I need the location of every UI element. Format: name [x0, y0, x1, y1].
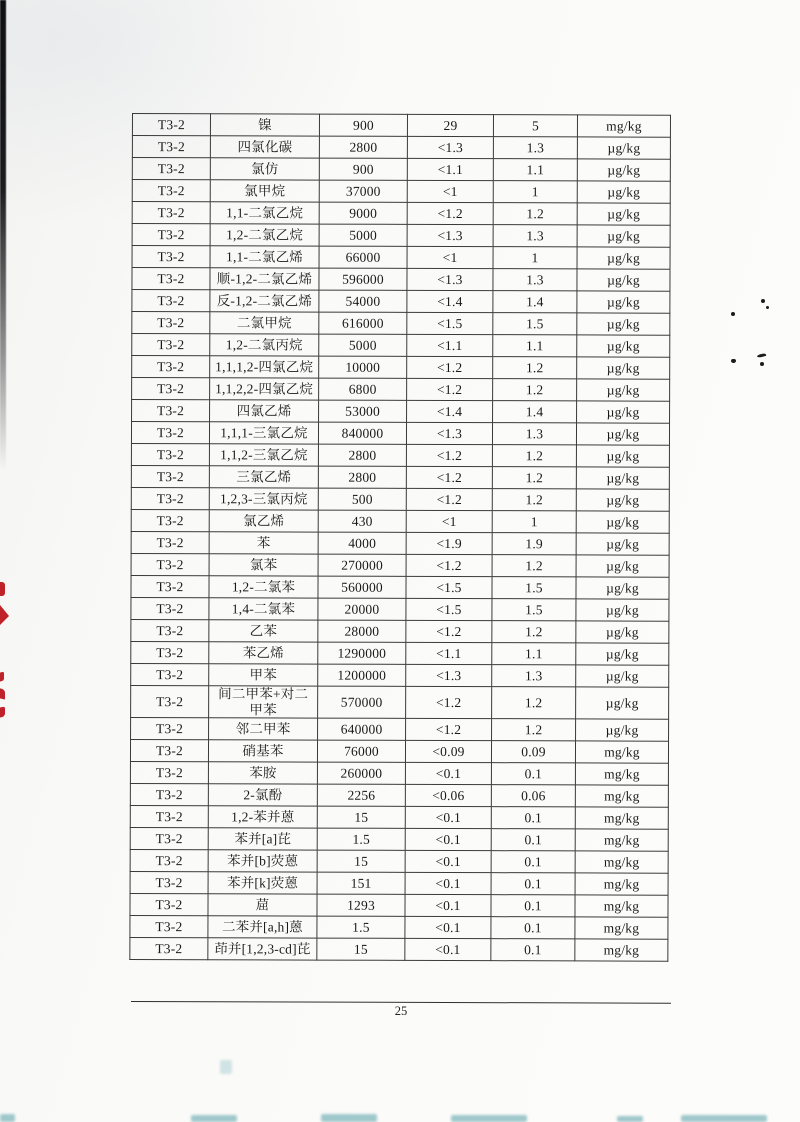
- analyte-name-cell: 硝基苯: [208, 740, 317, 762]
- result-cell: <0.1: [405, 762, 491, 784]
- analyte-name-cell: 苯胺: [208, 762, 317, 784]
- detection-limit-cell: 0.1: [491, 851, 575, 873]
- scan-edge-artifact: [0, 0, 6, 470]
- value-cell: 28000: [318, 620, 406, 642]
- value-cell: 5000: [319, 334, 407, 356]
- analyte-name-cell: 间二甲苯+对二甲苯: [209, 686, 318, 718]
- unit-cell: µg/kg: [577, 401, 670, 423]
- unit-cell: mg/kg: [575, 917, 668, 939]
- result-cell: <0.06: [405, 784, 491, 806]
- table-row: [131, 553, 669, 577]
- table-row: [130, 850, 668, 874]
- ink-speck: [757, 353, 766, 358]
- sample-id-cell: T3-2: [132, 202, 210, 224]
- sample-id-cell: T3-2: [131, 685, 209, 717]
- sample-id-cell: T3-2: [131, 619, 209, 641]
- unit-cell: µg/kg: [576, 599, 669, 621]
- unit-cell: µg/kg: [576, 555, 669, 577]
- value-cell: 1293: [317, 894, 405, 916]
- table-row: [130, 872, 668, 896]
- table-row: [132, 356, 670, 380]
- sample-id-cell: T3-2: [130, 806, 208, 828]
- value-cell: 1.5: [317, 916, 405, 938]
- table-row: [131, 619, 669, 643]
- value-cell: 66000: [319, 246, 407, 268]
- sample-id-cell: T3-2: [132, 268, 210, 290]
- red-stamp-fragment: [0, 688, 5, 699]
- result-cell: <0.1: [405, 916, 491, 938]
- analyte-name-cell: 乙苯: [209, 620, 318, 642]
- detection-limit-cell: 1: [492, 511, 576, 533]
- sample-id-cell: T3-2: [131, 553, 209, 575]
- value-cell: 430: [318, 510, 406, 532]
- value-cell: 840000: [318, 422, 406, 444]
- table-row: [130, 938, 668, 962]
- table-row: [131, 641, 669, 665]
- unit-cell: µg/kg: [576, 687, 669, 719]
- sample-id-cell: T3-2: [130, 872, 208, 894]
- table-row: [132, 114, 670, 138]
- sample-id-cell: T3-2: [132, 312, 210, 334]
- table-row: [132, 136, 670, 160]
- analyte-name-cell: 四氯乙烯: [210, 400, 319, 422]
- result-cell: <0.1: [405, 828, 491, 850]
- detection-limit-cell: 0.1: [491, 873, 575, 895]
- red-stamp-fragment: [0, 605, 9, 625]
- sample-id-cell: T3-2: [131, 443, 209, 465]
- detection-limit-cell: 1.9: [492, 533, 576, 555]
- bleed-through-smudge: [451, 1115, 527, 1122]
- table-row: [132, 202, 670, 226]
- result-cell: <1.2: [406, 718, 492, 740]
- result-cell: <1.2: [407, 356, 493, 378]
- detection-limit-cell: 1.2: [492, 719, 576, 741]
- detection-limit-cell: 1.1: [492, 643, 576, 665]
- sample-id-cell: T3-2: [132, 246, 210, 268]
- result-cell: <1.5: [407, 312, 493, 334]
- value-cell: 4000: [318, 532, 406, 554]
- detection-limit-cell: 0.1: [491, 829, 575, 851]
- sample-id-cell: T3-2: [130, 916, 208, 938]
- unit-cell: µg/kg: [577, 137, 670, 159]
- result-cell: <1.9: [406, 532, 492, 554]
- bleed-through-smudge: [191, 1115, 237, 1122]
- unit-cell: µg/kg: [576, 489, 669, 511]
- analyte-name-cell: 1,1-二氯乙烷: [210, 202, 319, 224]
- analyte-name-cell: 1,1,1-三氯乙烷: [209, 422, 318, 444]
- sample-id-cell: T3-2: [131, 718, 209, 740]
- unit-cell: µg/kg: [577, 247, 670, 269]
- table-row: [132, 268, 670, 292]
- unit-cell: mg/kg: [575, 763, 668, 785]
- analyte-name-cell: 氯乙烯: [209, 510, 318, 532]
- unit-cell: µg/kg: [577, 181, 670, 203]
- sample-id-cell: T3-2: [130, 828, 208, 850]
- table-row: [132, 158, 670, 182]
- detection-limit-cell: 0.1: [491, 917, 575, 939]
- unit-cell: µg/kg: [576, 423, 669, 445]
- analyte-name-cell: 苯并[b]荧蒽: [208, 850, 317, 872]
- value-cell: 151: [317, 872, 405, 894]
- unit-cell: mg/kg: [575, 895, 668, 917]
- value-cell: 76000: [317, 740, 405, 762]
- table-row: [130, 762, 668, 786]
- detection-limit-cell: 1.5: [492, 599, 576, 621]
- sample-id-cell: T3-2: [131, 487, 209, 509]
- detection-limit-cell: 0.1: [491, 807, 575, 829]
- analysis-results-table: [129, 113, 671, 962]
- detection-limit-cell: 1.2: [492, 489, 576, 511]
- unit-cell: mg/kg: [577, 115, 670, 137]
- value-cell: 270000: [318, 554, 406, 576]
- analyte-name-cell: 氯仿: [210, 158, 319, 180]
- analyte-name-cell: 氯甲烷: [210, 180, 319, 202]
- result-cell: <1.5: [406, 576, 492, 598]
- result-cell: <1.4: [407, 290, 493, 312]
- result-cell: <0.1: [405, 894, 491, 916]
- result-cell: <0.1: [405, 850, 491, 872]
- value-cell: 2800: [318, 466, 406, 488]
- result-cell: <1.2: [406, 466, 492, 488]
- value-cell: 10000: [319, 356, 407, 378]
- table-row: [131, 685, 669, 719]
- detection-limit-cell: 1: [493, 181, 577, 203]
- result-cell: <0.1: [405, 938, 491, 960]
- table-row: [131, 718, 669, 742]
- detection-limit-cell: 0.09: [491, 741, 575, 763]
- detection-limit-cell: 1.1: [493, 335, 577, 357]
- value-cell: 1290000: [318, 642, 406, 664]
- unit-cell: µg/kg: [576, 719, 669, 741]
- analyte-name-cell: 镍: [210, 114, 319, 136]
- detection-limit-cell: 1.2: [493, 203, 577, 225]
- result-cell: <0.1: [405, 872, 491, 894]
- table-row: [132, 246, 670, 270]
- table-row: [131, 465, 669, 489]
- bleed-through-smudge: [681, 1115, 767, 1122]
- table-row: [131, 443, 669, 467]
- value-cell: 260000: [317, 762, 405, 784]
- analyte-name-cell: 苯: [209, 532, 318, 554]
- analyte-name-cell: 二氯甲烷: [210, 312, 319, 334]
- table-row: [132, 334, 670, 358]
- table-row: [130, 784, 668, 808]
- detection-limit-cell: 1.3: [492, 665, 576, 687]
- result-cell: <1.4: [407, 400, 493, 422]
- result-cell: <1.1: [407, 334, 493, 356]
- unit-cell: µg/kg: [576, 445, 669, 467]
- table-row: [131, 509, 669, 533]
- unit-cell: µg/kg: [577, 313, 670, 335]
- table-row: [130, 894, 668, 918]
- analyte-name-cell: 四氯化碳: [210, 136, 319, 158]
- unit-cell: µg/kg: [576, 533, 669, 555]
- analyte-name-cell: 甲苯: [209, 664, 318, 686]
- detection-limit-cell: 5: [493, 115, 577, 137]
- sample-id-cell: T3-2: [132, 224, 210, 246]
- ink-speck: [761, 299, 765, 303]
- result-cell: <1: [407, 180, 493, 202]
- ink-speck: [731, 359, 736, 363]
- value-cell: 640000: [318, 718, 406, 740]
- unit-cell: µg/kg: [576, 665, 669, 687]
- unit-cell: µg/kg: [577, 225, 670, 247]
- result-cell: <1.2: [407, 378, 493, 400]
- result-cell: <1.2: [406, 488, 492, 510]
- result-cell: <0.1: [405, 806, 491, 828]
- value-cell: 2800: [318, 444, 406, 466]
- value-cell: 560000: [318, 576, 406, 598]
- result-cell: <1.2: [406, 686, 492, 718]
- detection-limit-cell: 1.2: [492, 467, 576, 489]
- sample-id-cell: T3-2: [130, 894, 208, 916]
- sample-id-cell: T3-2: [132, 400, 210, 422]
- unit-cell: µg/kg: [577, 335, 670, 357]
- table-row: [130, 916, 668, 940]
- analyte-name-cell: 1,2-二氯乙烷: [210, 224, 319, 246]
- detection-limit-cell: 0.06: [491, 785, 575, 807]
- table-row: [131, 597, 669, 621]
- red-stamp-fragment: [0, 582, 5, 596]
- analyte-name-cell: 邻二甲苯: [209, 718, 318, 740]
- sample-id-cell: T3-2: [131, 575, 209, 597]
- sample-id-cell: T3-2: [130, 850, 208, 872]
- table-row: [130, 828, 668, 852]
- unit-cell: mg/kg: [575, 785, 668, 807]
- value-cell: 20000: [318, 598, 406, 620]
- unit-cell: mg/kg: [575, 873, 668, 895]
- analyte-name-cell: 1,2-二氯丙烷: [210, 334, 319, 356]
- unit-cell: mg/kg: [575, 807, 668, 829]
- table-row: [131, 422, 669, 446]
- detection-limit-cell: 1.4: [493, 401, 577, 423]
- sample-id-cell: T3-2: [131, 641, 209, 663]
- detection-limit-cell: 1.3: [493, 137, 577, 159]
- sample-id-cell: T3-2: [132, 114, 210, 136]
- unit-cell: µg/kg: [576, 643, 669, 665]
- bleed-through-smudge: [321, 1114, 377, 1122]
- result-cell: <1.1: [406, 642, 492, 664]
- result-cell: <0.09: [405, 740, 491, 762]
- table-row: [130, 740, 668, 764]
- detection-limit-cell: 1.5: [492, 577, 576, 599]
- result-cell: <1.3: [407, 268, 493, 290]
- value-cell: 15: [317, 850, 405, 872]
- unit-cell: µg/kg: [576, 621, 669, 643]
- sample-id-cell: T3-2: [130, 740, 208, 762]
- table-row: [131, 531, 669, 555]
- sample-id-cell: T3-2: [132, 334, 210, 356]
- value-cell: 37000: [319, 180, 407, 202]
- analyte-name-cell: 2-氯酚: [208, 784, 317, 806]
- unit-cell: µg/kg: [577, 291, 670, 313]
- sample-id-cell: T3-2: [132, 158, 210, 180]
- table-row: [132, 290, 670, 314]
- ink-speck: [731, 312, 735, 316]
- analyte-name-cell: 三氯乙烯: [209, 466, 318, 488]
- sample-id-cell: T3-2: [131, 465, 209, 487]
- value-cell: 900: [319, 158, 407, 180]
- analyte-name-cell: 1,2-二氯苯: [209, 576, 318, 598]
- detection-limit-cell: 0.1: [491, 939, 575, 961]
- value-cell: 15: [317, 938, 405, 960]
- analyte-name-cell: 䓛: [208, 894, 317, 916]
- results-table-body: [130, 114, 671, 962]
- detection-limit-cell: 1.2: [492, 555, 576, 577]
- unit-cell: µg/kg: [577, 269, 670, 291]
- detection-limit-cell: 1.2: [492, 687, 576, 719]
- sample-id-cell: T3-2: [131, 422, 209, 444]
- analyte-name-cell: 顺-1,2-二氯乙烯: [210, 268, 319, 290]
- detection-limit-cell: 1.2: [492, 445, 576, 467]
- analyte-name-cell: 苯并[k]荧蒽: [208, 872, 317, 894]
- result-cell: <1.2: [407, 202, 493, 224]
- analyte-name-cell: 1,1-二氯乙烯: [210, 246, 319, 268]
- analyte-name-cell: 二苯并[a,h]蒽: [208, 916, 317, 938]
- unit-cell: µg/kg: [576, 467, 669, 489]
- table-row: [132, 312, 670, 336]
- unit-cell: µg/kg: [576, 577, 669, 599]
- detection-limit-cell: 0.1: [491, 763, 575, 785]
- table-row: [132, 400, 670, 424]
- detection-limit-cell: 1.1: [493, 159, 577, 181]
- unit-cell: mg/kg: [575, 741, 668, 763]
- analyte-name-cell: 1,1,2-三氯乙烷: [209, 444, 318, 466]
- value-cell: 616000: [319, 312, 407, 334]
- analyte-name-cell: 苯乙烯: [209, 642, 318, 664]
- detection-limit-cell: 1.3: [493, 269, 577, 291]
- value-cell: 900: [319, 114, 407, 136]
- unit-cell: mg/kg: [575, 939, 668, 961]
- value-cell: 5000: [319, 224, 407, 246]
- unit-cell: µg/kg: [577, 357, 670, 379]
- sample-id-cell: T3-2: [131, 663, 209, 685]
- value-cell: 2256: [317, 784, 405, 806]
- sample-id-cell: T3-2: [132, 356, 210, 378]
- sample-id-cell: T3-2: [131, 509, 209, 531]
- result-cell: <1.3: [407, 136, 493, 158]
- table-row: [132, 378, 670, 402]
- unit-cell: µg/kg: [577, 159, 670, 181]
- result-cell: <1: [406, 510, 492, 532]
- analyte-name-cell: 反-1,2-二氯乙烯: [210, 290, 319, 312]
- ink-speck: [760, 362, 764, 366]
- analyte-name-cell: 1,2-苯并蒽: [208, 806, 317, 828]
- unit-cell: mg/kg: [575, 851, 668, 873]
- sample-id-cell: T3-2: [131, 597, 209, 619]
- value-cell: 1200000: [318, 664, 406, 686]
- ink-speck: [766, 306, 769, 309]
- table-row: [130, 806, 668, 830]
- table-row: [131, 663, 669, 687]
- table-row: [131, 487, 669, 511]
- bleed-through-smudge: [617, 1116, 643, 1122]
- result-cell: <1.1: [407, 158, 493, 180]
- value-cell: 500: [318, 488, 406, 510]
- detection-limit-cell: 1: [493, 247, 577, 269]
- red-stamp-fragment: [0, 671, 4, 681]
- detection-limit-cell: 1.2: [492, 621, 576, 643]
- detection-limit-cell: 1.4: [493, 291, 577, 313]
- table-row: [132, 180, 670, 204]
- detection-limit-cell: 0.1: [491, 895, 575, 917]
- value-cell: 1.5: [317, 828, 405, 850]
- result-cell: <1: [407, 246, 493, 268]
- sample-id-cell: T3-2: [130, 784, 208, 806]
- result-cell: 29: [407, 114, 493, 136]
- result-cell: <1.2: [406, 620, 492, 642]
- unit-cell: µg/kg: [577, 379, 670, 401]
- red-stamp-fragment: [0, 706, 5, 717]
- unit-cell: mg/kg: [575, 829, 668, 851]
- table-row: [131, 575, 669, 599]
- result-cell: <1.3: [406, 664, 492, 686]
- sample-id-cell: T3-2: [132, 180, 210, 202]
- analyte-name-cell: 茚并[1,2,3-cd]芘: [208, 938, 317, 960]
- sample-id-cell: T3-2: [131, 531, 209, 553]
- detection-limit-cell: 1.3: [492, 423, 576, 445]
- result-cell: <1.2: [406, 554, 492, 576]
- result-cell: <1.3: [406, 422, 492, 444]
- value-cell: 53000: [319, 400, 407, 422]
- value-cell: 54000: [319, 290, 407, 312]
- analyte-name-cell: 1,2,3-三氯丙烷: [209, 488, 318, 510]
- result-cell: <1.2: [406, 444, 492, 466]
- value-cell: 2800: [319, 136, 407, 158]
- analyte-name-cell: 苯并[a]芘: [208, 828, 317, 850]
- value-cell: 6800: [319, 378, 407, 400]
- analyte-name-cell: 1,1,1,2-四氯乙烷: [210, 356, 319, 378]
- value-cell: 15: [317, 806, 405, 828]
- table-row: [132, 224, 670, 248]
- sample-id-cell: T3-2: [130, 762, 208, 784]
- sample-id-cell: T3-2: [132, 378, 210, 400]
- unit-cell: µg/kg: [577, 203, 670, 225]
- unit-cell: µg/kg: [576, 511, 669, 533]
- analyte-name-cell: 1,1,2,2-四氯乙烷: [210, 378, 319, 400]
- sample-id-cell: T3-2: [130, 938, 208, 960]
- value-cell: 596000: [319, 268, 407, 290]
- result-cell: <1.3: [407, 224, 493, 246]
- detection-limit-cell: 1.2: [493, 357, 577, 379]
- analyte-name-cell: 1,4-二氯苯: [209, 598, 318, 620]
- detection-limit-cell: 1.5: [493, 313, 577, 335]
- value-cell: 9000: [319, 202, 407, 224]
- detection-limit-cell: 1.3: [493, 225, 577, 247]
- detection-limit-cell: 1.2: [493, 379, 577, 401]
- analyte-name-cell: 氯苯: [209, 554, 318, 576]
- sample-id-cell: T3-2: [132, 290, 210, 312]
- result-cell: <1.5: [406, 598, 492, 620]
- bleed-through-smudge: [0, 1114, 15, 1122]
- value-cell: 570000: [318, 686, 406, 718]
- sample-id-cell: T3-2: [132, 136, 210, 158]
- page-number: 25: [394, 1004, 408, 1018]
- bleed-through-smudge: [220, 1060, 232, 1074]
